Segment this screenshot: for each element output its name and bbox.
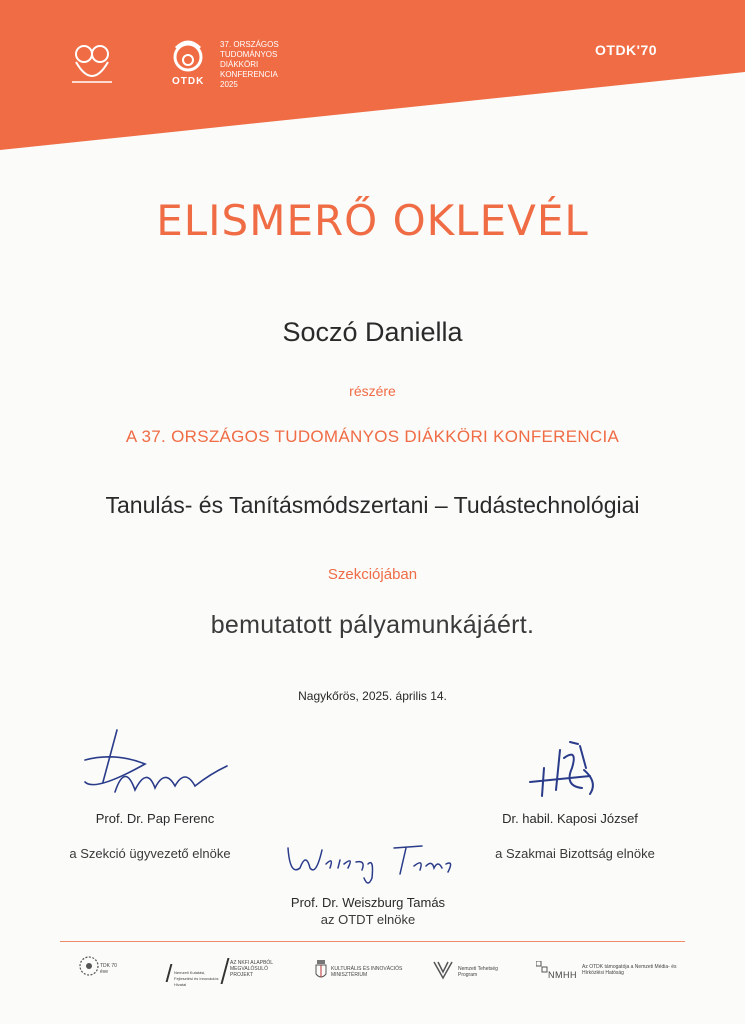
conf-line-2: TUDOMÁNYOS (220, 50, 278, 59)
footer-divider (60, 941, 685, 942)
certificate-title: ELISMERŐ OKLEVÉL (156, 196, 589, 245)
otdk-emblem-icon (168, 40, 208, 74)
conference-name: A 37. ORSZÁGOS TUDOMÁNYOS DIÁKKÖRI KONFERENCIA (125, 427, 620, 446)
tdk-logo-text: TDK 70 éve (100, 963, 117, 975)
center-signatory-role: az OTDT elnöke (320, 912, 416, 927)
presented-text: bemutatott pályamunkájáért. (210, 611, 535, 639)
ministry-text: KULTURÁLIS ÉS INNOVÁCIÓS MINISZTÉRIUM (331, 966, 403, 978)
nmhh-squares-icon (536, 961, 548, 973)
nkfi-logo (168, 958, 278, 988)
conf-line-4: KONFERENCIA (220, 70, 278, 79)
right-signatory-role: a Szakmai Bizottság elnöke (495, 846, 655, 861)
for-label: részére (349, 383, 396, 399)
nmhh-text: Az OTDK támogatója a Nemzeti Média- és Hírközlési Hatóság (582, 964, 677, 976)
ministry-logo (315, 960, 425, 988)
right-signature (520, 738, 610, 808)
section-name: Tanulás- és Tanításmódszertani – Tudástechnológiai (105, 492, 640, 518)
center-signature (282, 830, 462, 890)
nemzeti-tehetseg-logo (432, 960, 512, 988)
conf-line-5: 2025 (220, 80, 238, 89)
otdk-mark: OTDK (172, 76, 205, 87)
nmhh-logo (536, 960, 686, 988)
tdk-logo (78, 955, 128, 985)
nmhh-mark: NMHH (548, 970, 577, 980)
owl-icon (68, 42, 116, 86)
coat-of-arms-icon (315, 960, 327, 980)
conf-line-3: DIÁKKÖRI (220, 60, 259, 69)
conf-line-1: 37. ORSZÁGOS (220, 40, 279, 49)
anniversary-label: OTDK'70 (595, 42, 658, 58)
nkfi-text-a: Nemzeti Kutatási, Fejlesztési és Innovációs Hivatal (174, 970, 219, 987)
nkfi-slash-left (166, 964, 173, 982)
left-signatory-name: Prof. Dr. Pap Ferenc (95, 811, 215, 826)
leaf-icon (432, 960, 454, 980)
center-signatory-name: Prof. Dr. Weiszburg Tamás (290, 895, 446, 910)
recipient-name: Soczó Daniella (282, 317, 463, 347)
nkfi-text-b: AZ NKFI ALAPBÓL MEGVALÓSULÓ PROJEKT (230, 960, 273, 978)
left-signatory-role: a Szekció ügyvezető elnöke (69, 846, 231, 861)
otdt-logo (68, 42, 118, 92)
conference-logo (168, 40, 308, 100)
left-signature (55, 722, 235, 802)
right-signatory-name: Dr. habil. Kaposi József (502, 811, 638, 826)
place-date: Nagykőrös, 2025. április 14. (298, 689, 447, 703)
nemzeti-tehetseg-text: Nemzeti Tehetség Program (458, 966, 498, 978)
section-label: Szekciójában (327, 566, 418, 583)
tdk-emblem-icon (78, 955, 100, 977)
